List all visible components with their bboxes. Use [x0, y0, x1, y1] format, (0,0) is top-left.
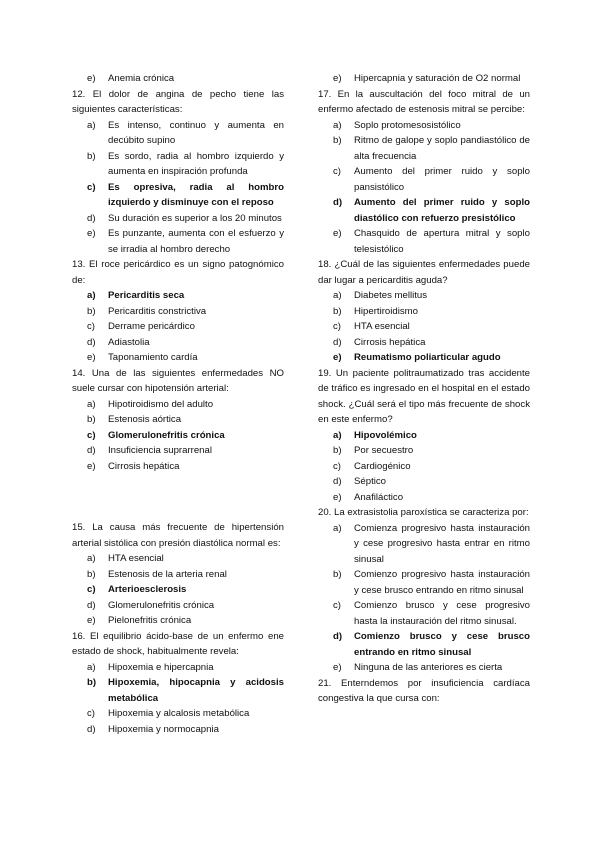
option-letter: e): [87, 73, 96, 84]
question-text: 19. Un paciente politraumatizado tras accidente de tráfico es ingresado en el hospital en el estado shock. ¿Cuál será el tipo más frecuente de shock en este enfermo?: [318, 367, 530, 425]
answer-option: [318, 474, 530, 490]
answer-option-correct: [318, 350, 530, 366]
option-text: Por secuestro: [354, 445, 414, 456]
option-letter: e): [87, 352, 96, 363]
option-text: Cirrosis hepática: [354, 336, 426, 348]
option-text: Anemia crónica: [108, 73, 175, 84]
option-letter: d): [87, 599, 96, 611]
option-letter: b): [333, 445, 342, 456]
answer-option: [318, 598, 530, 629]
option-letter: d): [333, 197, 343, 208]
option-text: Comienzo brusco y cese progresivo hasta la instauración del ritmo sinusal.: [354, 600, 530, 627]
question-text: 17. En la auscultación del foco mitral de un enfermo afectado de estenosis mitral se percibe:: [318, 88, 530, 115]
option-letter: c): [333, 321, 341, 332]
option-letter: b): [333, 135, 342, 146]
option-text: Aumento del primer ruido y soplo diastólico con refuerzo presistólico: [354, 197, 530, 224]
option-letter: c): [87, 181, 96, 193]
answer-option-correct: [318, 629, 530, 660]
option-letter: c): [87, 321, 95, 332]
option-text: Estenosis de la arteria renal: [108, 568, 227, 580]
option-letter: d): [333, 476, 342, 487]
answer-option: [318, 459, 530, 475]
option-letter: c): [87, 708, 95, 719]
answer-option: [72, 613, 284, 629]
option-text: Cirrosis hepática: [108, 460, 180, 472]
option-letter: d): [333, 336, 342, 348]
option-text: Arterioesclerosis: [108, 584, 187, 595]
answer-option-correct: [318, 195, 530, 226]
option-letter: a): [87, 119, 96, 131]
option-letter: c): [333, 460, 341, 472]
option-text: Hipercapnia y saturación de O2 normal: [354, 73, 521, 84]
answer-option: [318, 335, 530, 351]
question-text: 14. Una de las siguientes enfermedades NO suele cursar con hipotensión arterial:: [72, 367, 284, 394]
option-letter: e): [87, 615, 96, 626]
option-letter: e): [87, 228, 96, 239]
option-text: Hipotiroidismo del adulto: [108, 398, 214, 410]
answer-option: [72, 706, 284, 722]
option-letter: b): [87, 150, 96, 162]
option-text: Hipoxemia y normocapnia: [108, 723, 219, 735]
answer-option: [72, 660, 284, 676]
option-letter: e): [87, 460, 96, 472]
question-text: 13. El roce pericárdico es un signo patognómico de:: [72, 259, 284, 286]
option-letter: a): [333, 290, 342, 301]
answer-option: [72, 722, 284, 738]
answer-option: [318, 521, 530, 568]
answer-option: [318, 443, 530, 459]
answer-option-correct: [72, 675, 284, 706]
option-text: Adiastolia: [108, 336, 150, 348]
option-text: Glomerulonefritis crónica: [108, 599, 215, 611]
option-letter: e): [333, 352, 342, 363]
answer-option: [72, 459, 284, 475]
option-text: Ritmo de galope y soplo pandiastólico de alta frecuencia: [354, 135, 530, 162]
answer-option: [318, 118, 530, 134]
answer-option-correct: [72, 180, 284, 211]
option-text: Chasquido de apertura mitral y soplo telesistólico: [354, 228, 530, 255]
option-letter: d): [87, 336, 96, 348]
option-text: Comienzo brusco y cese brusco entrando en ritmo sinusal: [354, 631, 530, 658]
answer-option: [318, 660, 530, 676]
option-text: Insuficiencia suprarrenal: [108, 445, 212, 456]
option-text: Hipoxemia e hipercapnia: [108, 661, 214, 673]
option-letter: a): [333, 522, 342, 534]
option-letter: b): [333, 305, 342, 317]
answer-option: [72, 443, 284, 459]
option-text: Taponamiento cardía: [108, 352, 198, 363]
answer-option: [72, 335, 284, 351]
answer-option: [318, 490, 530, 506]
option-text: Pericarditis seca: [108, 290, 185, 301]
option-letter: a): [333, 119, 342, 131]
right-column: [318, 71, 530, 707]
option-text: Aumento del primer ruido y soplo pansistólico: [354, 166, 530, 193]
option-text: Es intenso, continuo y aumenta en decúbito supino: [108, 119, 284, 146]
answer-option: [72, 412, 284, 428]
option-letter: d): [333, 631, 343, 642]
option-letter: d): [87, 445, 96, 456]
option-text: Comienza progresivo hasta instauración y cese progresivo hasta entrar en ritmo sinusal: [354, 522, 530, 565]
answer-option: [72, 319, 284, 335]
option-letter: b): [87, 414, 96, 425]
answer-option: [72, 304, 284, 320]
option-text: Glomerulonefritis crónica: [108, 429, 225, 441]
option-letter: a): [87, 398, 96, 410]
answer-option: [318, 226, 530, 257]
option-text: Es punzante, aumenta con el esfuerzo y se irradia al hombro derecho: [108, 228, 284, 255]
option-text: Cardiogénico: [354, 460, 411, 472]
option-text: Su duración es superior a los 20 minutos: [108, 212, 282, 224]
answer-option: [318, 304, 530, 320]
option-letter: b): [87, 305, 96, 317]
option-letter: a): [87, 290, 96, 301]
answer-option: [72, 350, 284, 366]
option-text: Es opresiva, radia al hombro izquierdo y disminuye con el reposo: [108, 181, 284, 208]
question-text: 20. La extrasistolia paroxística se caracteriza por:: [318, 507, 529, 518]
option-text: Derrame pericárdico: [108, 321, 195, 332]
answer-option: [72, 211, 284, 227]
option-letter: a): [333, 429, 342, 441]
option-text: Es sordo, radia al hombro izquierdo y aumenta en inspiración profunda: [108, 150, 284, 177]
option-letter: c): [87, 429, 96, 441]
option-letter: c): [333, 166, 341, 177]
option-letter: e): [333, 491, 342, 503]
answer-option-correct: [72, 288, 284, 304]
option-text: Hipoxemia y alcalosis metabólica: [108, 708, 250, 719]
answer-option: [318, 71, 530, 87]
option-text: Reumatismo poliarticular agudo: [354, 352, 501, 363]
answer-option: [72, 551, 284, 567]
option-text: Estenosis aórtica: [108, 414, 182, 425]
option-letter: e): [333, 73, 342, 84]
option-letter: e): [333, 228, 342, 239]
option-text: Ninguna de las anteriores es cierta: [354, 662, 503, 673]
answer-option: [72, 397, 284, 413]
question-text: 15. La causa más frecuente de hipertensión arterial sistólica con presión diastólica normal es:: [72, 522, 284, 549]
option-text: Diabetes mellitus: [354, 290, 428, 301]
answer-option: [318, 319, 530, 335]
left-column: [72, 71, 284, 737]
answer-option-correct: [318, 428, 530, 444]
option-text: HTA esencial: [108, 553, 164, 564]
answer-option: [72, 118, 284, 149]
option-letter: e): [333, 662, 342, 673]
answer-option: [72, 598, 284, 614]
option-letter: c): [87, 584, 96, 595]
option-letter: c): [333, 600, 341, 611]
answer-option-correct: [72, 582, 284, 598]
answer-option: [72, 71, 284, 87]
answer-option: [72, 567, 284, 583]
option-text: Comienzo progresivo hasta instauración y cese brusco entrando en ritmo sinusal: [354, 569, 530, 596]
option-letter: a): [87, 553, 96, 564]
option-letter: b): [87, 568, 96, 580]
option-letter: a): [87, 661, 96, 673]
answer-option: [318, 288, 530, 304]
answer-option: [318, 164, 530, 195]
answer-option: [72, 226, 284, 257]
column-spacer: [72, 474, 284, 520]
question-text: 16. El equilibrio ácido-base de un enfermo ene estado de shock, habitualmente revela:: [72, 630, 284, 657]
option-letter: d): [87, 723, 96, 735]
question-text: 21. Enterndemos por insuficiencia cardíaca congestiva la que cursa con:: [318, 677, 530, 704]
option-text: Soplo protomesosistólico: [354, 119, 461, 131]
option-text: Hipoxemia, hipocapnia y acidosis metabólica: [108, 677, 284, 704]
option-text: Anafiláctico: [354, 491, 404, 503]
answer-option: [318, 567, 530, 598]
question-text: 18. ¿Cuál de las siguientes enfermedades puede dar lugar a pericarditis aguda?: [318, 259, 530, 286]
option-text: Pielonefritis crónica: [108, 615, 192, 626]
answer-option: [318, 133, 530, 164]
option-letter: d): [87, 212, 96, 224]
option-text: Séptico: [354, 476, 386, 487]
answer-option: [72, 149, 284, 180]
option-text: Hipertiroidismo: [354, 305, 418, 317]
answer-option-correct: [72, 428, 284, 444]
option-text: Pericarditis constrictiva: [108, 305, 207, 317]
option-letter: b): [333, 569, 342, 580]
option-text: Hipovolémico: [354, 429, 417, 441]
option-letter: b): [87, 677, 97, 688]
option-text: HTA esencial: [354, 321, 410, 332]
question-text: 12. El dolor de angina de pecho tiene las siguientes características:: [72, 88, 284, 115]
